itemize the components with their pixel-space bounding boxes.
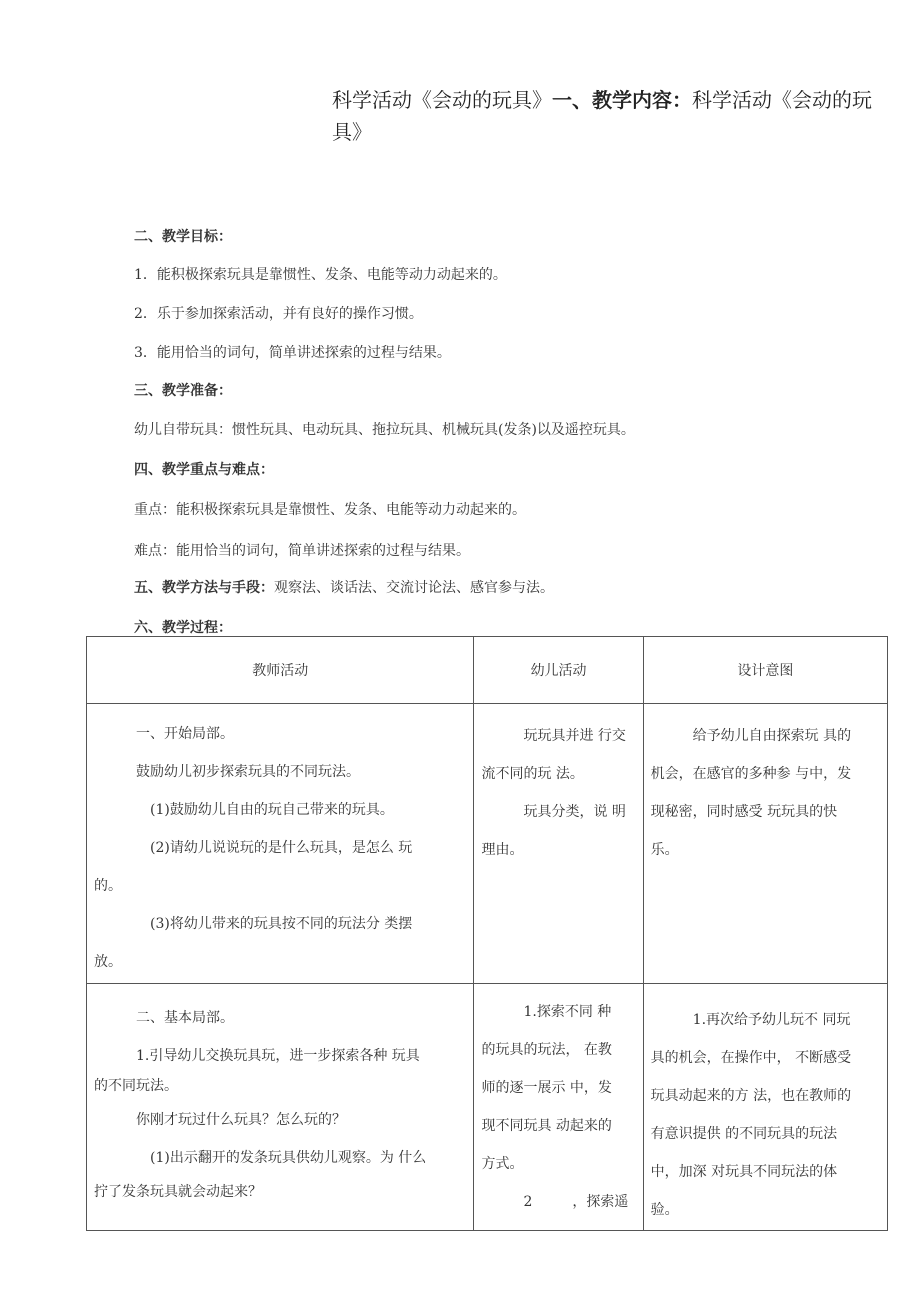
cell-line: 流不同的玩 法。 [481,766,584,782]
cell-line: 你刚才玩过什么玩具？怎么玩的？ [136,1112,346,1128]
method-line [134,577,554,597]
cell-line: (3)将幼儿带来的玩具按不同的玩法分 类摆 [150,916,413,932]
cell-line: 放。 [94,954,122,970]
hard-point: 难点：能用恰当的词句，简单讲述探索的过程与结果。 [134,543,470,559]
cell-line: 的。 [94,878,122,894]
cell-line: 1.引导幼儿交换玩具玩，进一步探索各种 玩具 [136,1048,420,1064]
teacher-cell [87,984,474,1231]
cell-line: 具的机会，在操作中， 不断感受 [650,1050,852,1066]
header-teacher: 教师活动 [87,637,474,704]
cell-line: 玩玩具并进 行交 [523,728,626,744]
cell-line: 1.再次给予幼儿玩不 同玩 [692,1012,851,1028]
header-intent: 设计意图 [643,637,887,704]
method-text: 观察法、谈话法、交流讨论法、感官参与法。 [274,580,554,596]
cell-line: (2)请幼儿说说玩的是什么玩具，是怎么 玩 [150,840,413,856]
cell-line: 给予幼儿自由探索玩 具的 [692,728,852,744]
title-main: 科学活动《会动的玩具》 [332,88,552,112]
cell-line: 1.探索不同 种 [523,1004,612,1020]
prep-text: 幼儿自带玩具：惯性玩具、电动玩具、拖拉玩具、机械玩具(发条)以及遥控玩具。 [134,422,635,438]
goal-item: 1．能积极探索玩具是靠惯性、发条、电能等动力动起来的。 [134,267,507,283]
cell-line: 鼓励幼儿初步探索玩具的不同玩法。 [136,764,360,780]
title-rest: 科学活动《会动的玩具》 [332,88,872,144]
teacher-cell [87,704,474,984]
cell-line: 方式。 [481,1156,524,1172]
cell-line: 的不同玩法。 [94,1078,178,1094]
cell-line: 拧了发条玩具就会动起来？ [94,1184,262,1200]
cell-line: 二、基本局部。 [136,1010,234,1026]
table-row [87,984,888,1231]
cell-line: 验。 [650,1202,679,1218]
goal-item: 3．能用恰当的词句，简单讲述探索的过程与结果。 [134,345,451,361]
cell-line: (1)鼓励幼儿自由的玩自己带来的玩具。 [150,802,394,818]
document-title [332,84,892,148]
cell-line: 玩具动起来的方 法，也在教师的 [650,1088,852,1104]
child-cell [474,704,643,984]
prep-heading: 三、教学准备： [134,383,232,399]
key-heading: 四、教学重点与难点： [134,462,274,478]
cell-line: 乐。 [650,842,679,858]
cell-line: 的玩具的玩法， 在教 [481,1042,612,1058]
key-point: 重点：能积极探索玩具是靠惯性、发条、电能等动力动起来的。 [134,502,526,518]
cell-line: (1)出示翻开的发条玩具供幼儿观察。为 什么 [150,1150,427,1166]
cell-line: 机会，在感官的多种参 与中，发 [650,766,852,782]
intent-cell [643,984,887,1231]
cell-line: 一、开始局部。 [136,726,234,742]
process-table [86,636,888,1231]
cell-line: 玩具分类，说 明 [523,804,626,820]
child-cell [474,984,643,1231]
cell-line: 有意识提供 的不同玩具的玩法 [650,1126,838,1142]
table-header-row [87,637,888,704]
intent-cell [643,704,887,984]
cell-line: 理由。 [481,842,524,858]
cell-line: 师的逐一展示 中，发 [481,1080,612,1096]
goals-heading: 二、教学目标： [134,229,232,245]
header-child: 幼儿活动 [474,637,643,704]
goal-item: 2．乐于参加探索活动，并有良好的操作习惯。 [134,306,423,322]
cell-line: 2 ，探索遥 [523,1194,629,1210]
title-bold: 一、教学内容： [552,88,692,112]
cell-line: 现秘密，同时感受 玩玩具的快 [650,804,838,820]
cell-line: 现不同玩具 动起来的 [481,1118,612,1134]
process-heading: 六、教学过程： [134,620,232,636]
cell-line: 中，加深 对玩具不同玩法的体 [650,1164,838,1180]
table-row [87,704,888,984]
method-heading: 五、教学方法与手段： [134,580,274,596]
